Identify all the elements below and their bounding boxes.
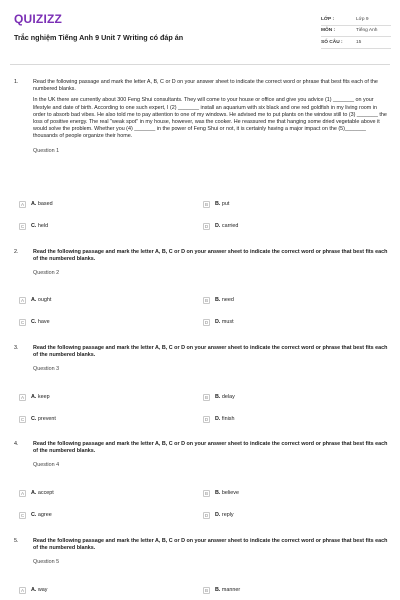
option-letter-box: C	[20, 512, 25, 518]
option-letter-box: D	[204, 416, 209, 422]
option-prefix: D.	[215, 319, 221, 325]
header-divider	[10, 64, 390, 65]
option-letter-box: A	[20, 201, 25, 207]
question-instruction: Read the following passage and mark the letter A, B, C or D on your answer sheet to indicate the correct word or phrase that best fits each of the numbered blanks.	[33, 79, 378, 93]
question-body	[33, 441, 389, 470]
option-text: need	[221, 297, 234, 303]
option-text: carried	[221, 223, 239, 229]
question-body	[33, 345, 389, 374]
option-prefix: A.	[31, 490, 37, 496]
meta-value: Tiếng Anh	[356, 28, 378, 34]
option-text: prevent	[37, 416, 56, 422]
option-a[interactable]	[19, 585, 48, 595]
option-a[interactable]	[19, 488, 54, 498]
option-text: agree	[37, 512, 52, 518]
meta-key: LỚP :	[321, 16, 335, 22]
option-text: believe	[221, 490, 239, 496]
meta-value: 15	[356, 39, 362, 45]
option-d[interactable]	[203, 414, 235, 424]
option-letter-box: B	[204, 297, 209, 303]
option-a[interactable]	[19, 295, 51, 305]
option-text: based	[37, 201, 53, 207]
meta-key: MÔN :	[321, 28, 336, 34]
option-letter-box: D	[204, 223, 209, 229]
question-label: Question 4	[33, 462, 60, 469]
option-prefix: C.	[31, 416, 37, 422]
option-b[interactable]	[203, 488, 239, 498]
meta-value: Lớp 9	[356, 16, 369, 22]
option-prefix: B.	[215, 587, 221, 593]
question-body	[33, 538, 389, 567]
option-d[interactable]	[203, 221, 238, 231]
question-number: 3.	[14, 345, 19, 351]
question-label: Question 3	[33, 366, 60, 373]
option-letter-box: C	[20, 416, 25, 422]
meta-key: SỐ CÂU :	[321, 39, 343, 45]
question-instruction: Read the following passage and mark the letter A, B, C or D on your answer sheet to indicate the correct word or phrase that best fits each of the numbered blanks.	[33, 249, 388, 263]
option-a[interactable]	[19, 392, 50, 402]
option-d[interactable]	[203, 317, 234, 327]
option-text: put	[221, 201, 230, 207]
option-letter-box: D	[204, 512, 209, 518]
option-text: way	[37, 587, 48, 593]
option-prefix: B.	[215, 297, 221, 303]
option-letter-box: A	[20, 297, 25, 303]
question-number: 1.	[14, 79, 19, 85]
option-letter-box: C	[20, 223, 25, 229]
question-body	[33, 249, 389, 278]
option-letter-box: B	[204, 587, 209, 593]
option-text: held	[37, 223, 49, 229]
option-c[interactable]	[19, 221, 48, 231]
option-prefix: A.	[31, 587, 37, 593]
option-prefix: C.	[31, 512, 37, 518]
option-text: keep	[37, 394, 50, 400]
reading-passage: In the UK there are currently about 300 Feng Shui consultants. They will come to your house or office and give you advice (1) _______ on your lifestyle and date of birth. According to one such expert, I (2) _______ install an aquarium with six black and one red goldfish in my living room in order to absorb bad vibes. He also told me to pay attention to one of my windows. He advised me to put plants on the window still to (3) _______ the loss of positive energy. The real "weak spot" in my house, however, was the cooker. He reassured me that hanging some dried vegetable above it would solve the problem. Whether you (4) _______ in the power of Feng Shui or not, it is certainly having a major impact on the (5)_______ thousands of people organize their home.	[33, 97, 387, 140]
option-prefix: D.	[215, 512, 221, 518]
option-prefix: C.	[31, 319, 37, 325]
option-prefix: B.	[215, 201, 221, 207]
option-letter-box: C	[20, 319, 25, 325]
option-prefix: D.	[215, 416, 221, 422]
option-prefix: B.	[215, 394, 221, 400]
option-text: manner	[221, 587, 241, 593]
option-prefix: C.	[31, 223, 37, 229]
option-text: must	[221, 319, 234, 325]
option-b[interactable]	[203, 199, 229, 209]
question-instruction: Read the following passage and mark the letter A, B, C or D on your answer sheet to indicate the correct word or phrase that best fits each of the numbered blanks.	[33, 345, 388, 359]
question-label: Question 2	[33, 270, 60, 277]
option-text: have	[37, 319, 50, 325]
option-b[interactable]	[203, 392, 235, 402]
option-b[interactable]	[203, 585, 240, 595]
question-instruction: Read the following passage and mark the letter A, B, C or D on your answer sheet to indicate the correct word or phrase that best fits each of the numbered blanks.	[33, 538, 388, 552]
meta-row-subject	[321, 26, 391, 38]
question-body	[33, 79, 389, 155]
option-letter-box: D	[204, 319, 209, 325]
question-number: 2.	[14, 249, 19, 255]
option-text: accept	[37, 490, 54, 496]
option-prefix: B.	[215, 490, 221, 496]
meta-row-count	[321, 37, 391, 49]
option-c[interactable]	[19, 510, 52, 520]
option-letter-box: B	[204, 201, 209, 207]
option-text: finish	[221, 416, 235, 422]
question-label: Question 5	[33, 559, 60, 566]
option-prefix: A.	[31, 201, 37, 207]
option-letter-box: A	[20, 587, 25, 593]
question-number: 5.	[14, 538, 19, 544]
option-prefix: A.	[31, 297, 37, 303]
option-b[interactable]	[203, 295, 234, 305]
option-letter-box: B	[204, 490, 209, 496]
option-prefix: D.	[215, 223, 221, 229]
quizizz-logo: QUIZIZZ	[14, 12, 63, 26]
option-text: reply	[221, 512, 234, 518]
option-prefix: A.	[31, 394, 37, 400]
option-text: ought	[37, 297, 52, 303]
option-letter-box: A	[20, 490, 25, 496]
meta-row-class	[321, 14, 391, 26]
option-letter-box: B	[204, 394, 209, 400]
option-c[interactable]	[19, 414, 56, 424]
option-c[interactable]	[19, 317, 50, 327]
question-label: Question 1	[33, 147, 60, 154]
worksheet-meta	[321, 14, 391, 49]
option-text: delay	[221, 394, 235, 400]
option-a[interactable]	[19, 199, 53, 209]
question-instruction: Read the following passage and mark the letter A, B, C or D on your answer sheet to indicate the correct word or phrase that best fits each of the numbered blanks.	[33, 441, 388, 455]
option-d[interactable]	[203, 510, 234, 520]
document-title: Trắc nghiệm Tiếng Anh 9 Unit 7 Writing có đáp án	[14, 33, 184, 42]
option-letter-box: A	[20, 394, 25, 400]
question-number: 4.	[14, 441, 19, 447]
